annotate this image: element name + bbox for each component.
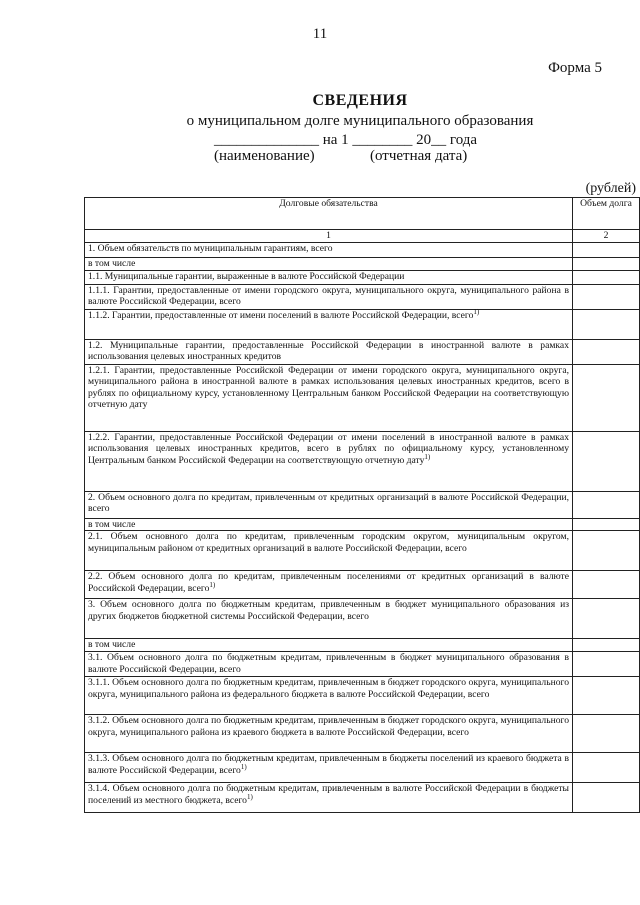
debt-amount-cell[interactable] bbox=[573, 518, 640, 531]
debt-amount-cell[interactable] bbox=[573, 431, 640, 491]
obligation-description bbox=[85, 242, 573, 257]
table-row bbox=[85, 257, 640, 270]
obligation-description bbox=[85, 431, 573, 491]
form-label: Форма 5 bbox=[548, 60, 602, 76]
table-row bbox=[85, 531, 640, 571]
debt-amount-cell[interactable] bbox=[573, 753, 640, 783]
debt-amount-cell[interactable] bbox=[573, 715, 640, 753]
obligation-description bbox=[85, 309, 573, 339]
obligation-text: 1.2.2. Гарантии, предоставленные Российской Федерации от имени поселений в иностранной валюте в рамках использования целевых иностранных кредитов, всего в рублях по официальному курсу, установленному Центральным банком Российской Федерации на соответствующую отчетную дату bbox=[88, 431, 569, 466]
debt-amount-cell[interactable] bbox=[573, 783, 640, 813]
naming-note: (наименование) bbox=[214, 148, 315, 164]
table-row bbox=[85, 431, 640, 491]
table-row bbox=[85, 270, 640, 284]
obligation-description bbox=[85, 783, 573, 813]
header-debt-amount: Объем долга bbox=[573, 198, 640, 230]
debt-amount-cell[interactable] bbox=[573, 364, 640, 431]
debt-amount-cell[interactable] bbox=[573, 639, 640, 652]
obligation-text: в том числе bbox=[88, 518, 136, 530]
obligation-text: 1.1. Муниципальные гарантии, выраженные в валюте Российской Федерации bbox=[88, 270, 405, 282]
column-number-2: 2 bbox=[573, 230, 640, 243]
obligation-text: 3.1.4. Объем основного долга по бюджетным кредитам, привлеченным в валюте Российской Федерации в бюджеты поселений из местного бюджета, всего bbox=[88, 783, 569, 806]
footnote-marker: 1) bbox=[473, 307, 480, 316]
obligation-description bbox=[85, 753, 573, 783]
table-row bbox=[85, 715, 640, 753]
debt-amount-cell[interactable] bbox=[573, 284, 640, 309]
footnote-marker: 1) bbox=[424, 452, 431, 461]
table-row bbox=[85, 284, 640, 309]
obligation-description bbox=[85, 257, 573, 270]
obligation-description bbox=[85, 491, 573, 518]
document-title: СВЕДЕНИЯ bbox=[312, 92, 408, 109]
table-row bbox=[85, 309, 640, 339]
debt-amount-cell[interactable] bbox=[573, 491, 640, 518]
obligation-description bbox=[85, 599, 573, 639]
table-row bbox=[85, 518, 640, 531]
table-row bbox=[85, 753, 640, 783]
obligation-description bbox=[85, 518, 573, 531]
debt-amount-cell[interactable] bbox=[573, 652, 640, 677]
table-row bbox=[85, 242, 640, 257]
debt-amount-cell[interactable] bbox=[573, 571, 640, 599]
debt-amount-cell[interactable] bbox=[573, 242, 640, 257]
obligation-description bbox=[85, 652, 573, 677]
debt-amount-cell[interactable] bbox=[573, 599, 640, 639]
table-row bbox=[85, 677, 640, 715]
header-obligations: Долговые обязательства bbox=[85, 198, 573, 230]
debt-amount-cell[interactable] bbox=[573, 257, 640, 270]
date-line: ______________ на 1 ________ 20__ года bbox=[214, 132, 478, 148]
obligation-text: 3. Объем основного долга по бюджетным кредитам, привлеченным в бюджет муниципального образования из других бюджетов бюджетной системы Российской Федерации, всего bbox=[88, 599, 569, 622]
obligation-description bbox=[85, 571, 573, 599]
obligation-description bbox=[85, 531, 573, 571]
obligation-description bbox=[85, 715, 573, 753]
obligation-text: 1.2. Муниципальные гарантии, предоставленные Российской Федерации в иностранной валюте в рамках использования целевых иностранных кредитов bbox=[88, 339, 569, 362]
footnote-marker: 1) bbox=[209, 580, 216, 589]
units-label: (рублей) bbox=[585, 181, 636, 196]
footnote-marker: 1) bbox=[240, 762, 247, 771]
obligation-description bbox=[85, 364, 573, 431]
obligation-description bbox=[85, 639, 573, 652]
debt-amount-cell[interactable] bbox=[573, 339, 640, 364]
footnote-marker: 1) bbox=[246, 792, 253, 801]
obligation-text: 3.1. Объем основного долга по бюджетным кредитам, привлеченным в бюджет муниципального образования в валюте Российской Федерации, всего bbox=[88, 652, 569, 675]
debt-amount-cell[interactable] bbox=[573, 531, 640, 571]
obligation-description bbox=[85, 339, 573, 364]
column-number-row bbox=[85, 230, 640, 243]
debt-amount-cell[interactable] bbox=[573, 677, 640, 715]
debt-table-body bbox=[85, 198, 640, 813]
table-row bbox=[85, 571, 640, 599]
obligation-text: 2.2. Объем основного долга по кредитам, привлеченным поселениями от кредитных организаций в валюте Российской Федерации, всего bbox=[88, 571, 569, 594]
obligation-text: 1. Объем обязательств по муниципальным гарантиям, всего bbox=[88, 242, 333, 254]
table-header-row bbox=[85, 198, 640, 230]
obligation-description bbox=[85, 677, 573, 715]
obligation-text: в том числе bbox=[88, 639, 136, 650]
debt-amount-cell[interactable] bbox=[573, 309, 640, 339]
obligation-text: в том числе bbox=[88, 257, 136, 269]
table-row bbox=[85, 491, 640, 518]
obligation-text: 1.1.1. Гарантии, предоставленные от имени городского округа, муниципального округа, муниципального района в валюте Российской Федерации, всего bbox=[88, 284, 569, 307]
table-row bbox=[85, 339, 640, 364]
obligation-text: 1.2.1. Гарантии, предоставленные Российской Федерации от имени городского округа, муниципального округа, муниципального района в иностранной валюте в рамках использования целевых иностранных кредитов, всего в рублях по официальному курсу, установленному Центральным банком Российской Федерации на соответствующую отчетную дату bbox=[88, 364, 569, 410]
obligation-text: 1.1.2. Гарантии, предоставленные от имени поселений в валюте Российской Федерации, всего bbox=[88, 309, 474, 321]
obligation-text: 2. Объем основного долга по кредитам, привлеченным от кредитных организаций в валюте Российской Федерации, всего bbox=[88, 491, 569, 514]
obligation-text: 3.1.2. Объем основного долга по бюджетным кредитам, привлеченным в бюджет городского округа, муниципального округа, муниципального района из краевого бюджета в валюте Российской Федерации, всего bbox=[88, 715, 569, 738]
table-row bbox=[85, 639, 640, 652]
column-number-1: 1 bbox=[85, 230, 573, 243]
date-note: (отчетная дата) bbox=[370, 148, 468, 164]
debt-table bbox=[84, 197, 640, 813]
obligation-text: 3.1.3. Объем основного долга по бюджетным кредитам, привлеченным в бюджеты поселений из краевого бюджета в валюте Российской Федерации, всего bbox=[88, 753, 569, 776]
obligation-text: 3.1.1. Объем основного долга по бюджетным кредитам, привлеченным в бюджет городского округа, муниципального округа, муниципального района из федерального бюджета в валюте Российской Федерации, всего bbox=[88, 677, 569, 700]
table-row bbox=[85, 652, 640, 677]
document-subtitle: о муниципальном долге муниципального образования bbox=[186, 113, 534, 129]
obligation-text: 2.1. Объем основного долга по кредитам, привлеченным городским округом, муниципальным округом, муниципальным районом от кредитных организаций в валюте Российской Федерации, всего bbox=[88, 531, 569, 554]
obligation-description bbox=[85, 270, 573, 284]
obligation-description bbox=[85, 284, 573, 309]
table-row bbox=[85, 599, 640, 639]
debt-amount-cell[interactable] bbox=[573, 270, 640, 284]
table-row bbox=[85, 364, 640, 431]
page-number: 11 bbox=[312, 26, 328, 42]
table-row bbox=[85, 783, 640, 813]
